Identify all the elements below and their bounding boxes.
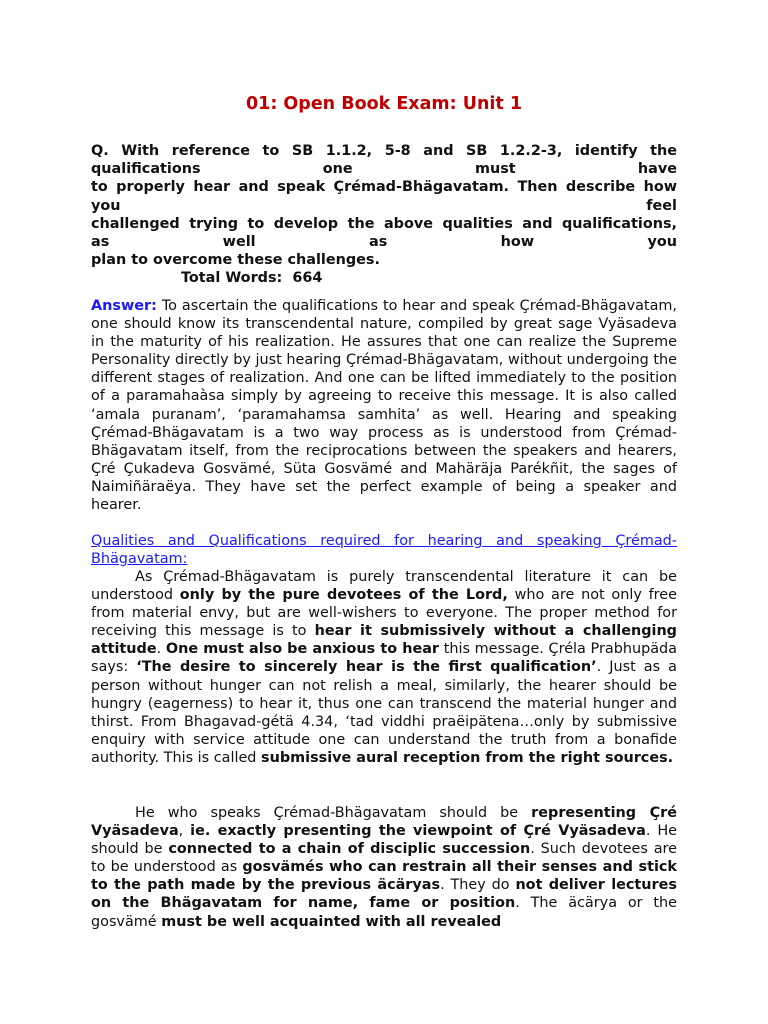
bold-text: hear it submissively without a challenging attitude xyxy=(91,623,677,658)
section-heading-text: Qualities and Qualifications required for hearing and speaking Çrémad-Bhägavatam: xyxy=(91,533,677,568)
question-line: Q. With reference to SB 1.1.2, 5-8 and SB 1.2.2-3, identify the xyxy=(91,143,677,159)
question-line: as well as how you xyxy=(91,234,677,251)
bold-text: submissive aural reception from the right sources. xyxy=(261,749,674,766)
question-line: you feel xyxy=(91,197,677,214)
speaker-paragraph xyxy=(91,804,677,931)
question-line: challenged trying to develop the above qualities and qualifications, xyxy=(91,215,677,232)
answer-label: Answer: xyxy=(91,298,157,314)
body-text: . Just as a person without hunger can not relish a meal, similarly, the hearer should be hungry (eagerness) to hear it, thus one can transcend the material hunger and thirst. From Bhagavad-gétä 4.34, ‘tad viddhi praëipätena…only by submissive enquiry with service attitude one can understand the truth from a bonafide authority. This is called xyxy=(91,659,677,766)
question-line: qualifications one must have xyxy=(91,161,677,178)
body-text: . Such devotees are to be understood as xyxy=(91,841,677,876)
answer-paragraph xyxy=(91,297,677,514)
body-text: . They do xyxy=(440,877,516,894)
body-text: who are not only free from material envy, but are well-wishers to everyone. The proper method for receiving this message is to xyxy=(91,587,677,640)
bold-text: connected to a chain of disciplic succession xyxy=(168,841,531,858)
bold-text: ie. exactly presenting the viewpoint of Çré Vyäsadeva xyxy=(190,823,646,840)
body-text: As Çrémad-Bhägavatam is purely transcendental literature it can be understood xyxy=(91,569,677,604)
body-text: . He should be xyxy=(91,823,677,858)
question-line: to properly hear and speak Çrémad-Bhägavatam. Then describe how xyxy=(91,179,677,196)
exam-question xyxy=(91,142,677,288)
body-text: . The äcärya or the gosvämé xyxy=(91,895,677,930)
bold-text: ‘The desire to sincerely hear is the first qualification’ xyxy=(136,659,597,676)
qualifications-paragraph xyxy=(91,568,677,767)
body-text: . xyxy=(156,641,166,658)
total-words-label: Total Words: xyxy=(181,270,283,287)
total-words xyxy=(91,269,677,287)
bold-text: must be well acquainted with all revealed xyxy=(161,913,502,930)
body-text: , xyxy=(178,823,191,840)
body-text: He who speaks Çrémad-Bhägavatam should be xyxy=(135,805,532,821)
bold-text: not deliver lectures on the Bhägavatam for name, fame or position xyxy=(91,877,677,912)
page-title: 01: Open Book Exam: Unit 1 xyxy=(245,94,523,114)
section-heading xyxy=(91,532,677,568)
bold-text: One must also be anxious to hear xyxy=(165,641,440,658)
question-line: plan to overcome these challenges. xyxy=(91,252,380,269)
body-text: this message. Çréla Prabhupäda says: xyxy=(91,641,677,676)
total-words-value: 664 xyxy=(292,270,323,287)
bold-text: gosvämés who can restrain all their senses and stick to the path made by the previous äcäryas xyxy=(91,859,677,894)
bold-text: representing Çré Vyäsadeva xyxy=(91,805,677,840)
bold-text: only by the pure devotees of the Lord, xyxy=(179,587,508,604)
answer-text: To ascertain the qualifications to hear and speak Çrémad-Bhägavatam, one should know its transcendental nature, compiled by great sage Vyäsadeva in the maturity of his realization. He assures that one can realize the Supreme Personality directly by just hearing Çrémad-Bhägavatam, without undergoing the different stages of realization. And one can be lifted immediately to the position of a paramahaàsa simply by agreeing to receive this message. It is also called ‘amala puranam’, ‘paramahamsa samhita’ as well. Hearing and speaking Çrémad-Bhägavatam is a two way process as is understood from Çrémad-Bhägavatam itself, from the reciprocations between the speakers and hearers, Çré Çukadeva Gosvämé, Süta Gosvämé and Mahäräja Parékñit, the sages of Naimiñäraëya. They have set the perfect example of being a speaker and hearer. xyxy=(91,298,677,514)
